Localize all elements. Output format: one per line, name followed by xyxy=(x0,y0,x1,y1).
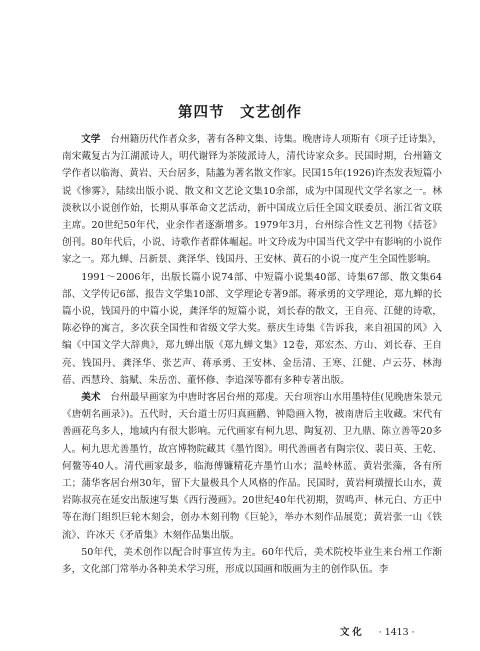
footer-section-name: 文化 xyxy=(340,627,365,638)
section-title: 第四节 文艺创作 xyxy=(178,105,302,121)
paragraph-lead: 美术 xyxy=(81,392,101,404)
paragraph-text: 台州籍历代作者众多，著有各种文集、诗集。晚唐诗人项斯有《项子迁诗集》，南宋戴复古为江湖派诗人，明代谢铎为茶陵派诗人，清代诗家众多。民国时期，台州籍文学作者以临海、黄岩、天台居多，陆蠡为著名散文作家。民国15年(1926)许杰发表短篇小说《惨雾》，陆续出版小说、散文和文艺论文集10余部，成为中国现代文学名家之一。林淡秋以小说创作始，长期从事革命文艺活动，新中国成立后任全国文联委员、浙江省文联主席。20世纪50年代，业余作者逐渐增多。1979年3月，台州综合性文艺刊物《括苍》创刊。80年代后，小说、诗歌作者群体崛起。叶文玲成为中国当代文学中有影响的小说作家之一。郑九蝉、吕新景、龚泽华、钱国丹、王安林、黄石的小说一度产生全国性影响。 xyxy=(62,134,443,266)
paragraph-text: 50年代，美术创作以配合时事宣传为主。60年代后，美术院校毕业生来台州工作渐多，文化部门常举办各种美术学习班，形成以国画和版画为主的创作队伍。李 xyxy=(62,546,442,576)
paragraph-art-1950s xyxy=(62,544,442,578)
paragraph-lead: 文学 xyxy=(81,134,101,145)
paragraph-literature-1991-2006 xyxy=(62,269,442,389)
page-footer xyxy=(340,624,415,638)
body-text xyxy=(62,131,442,578)
paragraph-text: 台州最早画家为中唐时客居台州的郑虔。天台项容山水用墨特佳(见晚唐朱景元《唐朝名画录》)。五代时，天台道士厉归真画鹳、钟隐画入物，被南唐后主收藏。宋代有善画花鸟多人，地域内有很大影响。元代画家有柯九思、陶复初、卫九鼎、陈立善等20多人。柯九思尤善墨竹，故宫博物院藏其《墨竹图》。明代善画者有陶宗仪、裴日英、王乾、何鳌等40人。清代画家最多，临海傅镰精花卉墨竹山水；温岭林蓝、黄岩张藻，各有所工；蒲华客居台州30年，留下大量极具个人风格的作品。民国时，黄岩柯璜擅长山水，黄岩陈叔亮在延安出版速写集《西行漫画》。20世纪40年代初期，贺鸣声、林元白、方正中等在海门组织巨轮木刻会，创办木刻刊物《巨轮》，举办木刻作品展览；黄岩张一山《铁流》、许冰天《矛盾集》木刻作品集出版。 xyxy=(62,392,442,541)
paragraph-art xyxy=(62,389,442,544)
paragraph-literature xyxy=(62,131,442,269)
page-number: · 1413 · xyxy=(378,627,415,638)
paragraph-text: 1991～2006年，出版长篇小说74部、中短篇小说集40部、诗集67部、散文集64部、文学传记6部、报告文学集10部、文学理论专著9部。蒋承勇的文学理论，郑九蝉的长篇小说，钱国丹的中篇小说，龚泽华的短篇小说，刘长春的散文，王自亮、江健的诗歌，陈必铮的寓言，多次获全国性和省级文学大奖。蔡庆生诗集《告诉我，来自祖国的风》入编《中国文学大辞典》，郑九蝉出版《郑九蝉文集》12卷，郑宏杰、方山、刘长春、王自亮、钱国丹、龚泽华、张艺声、蒋承勇、王安林、金岳清、王寒、江健、卢云芬、林海蓓、西慧玲、翁赋、朱岳峦、董怀修、李追深等都有多种专著出版。 xyxy=(62,271,442,386)
